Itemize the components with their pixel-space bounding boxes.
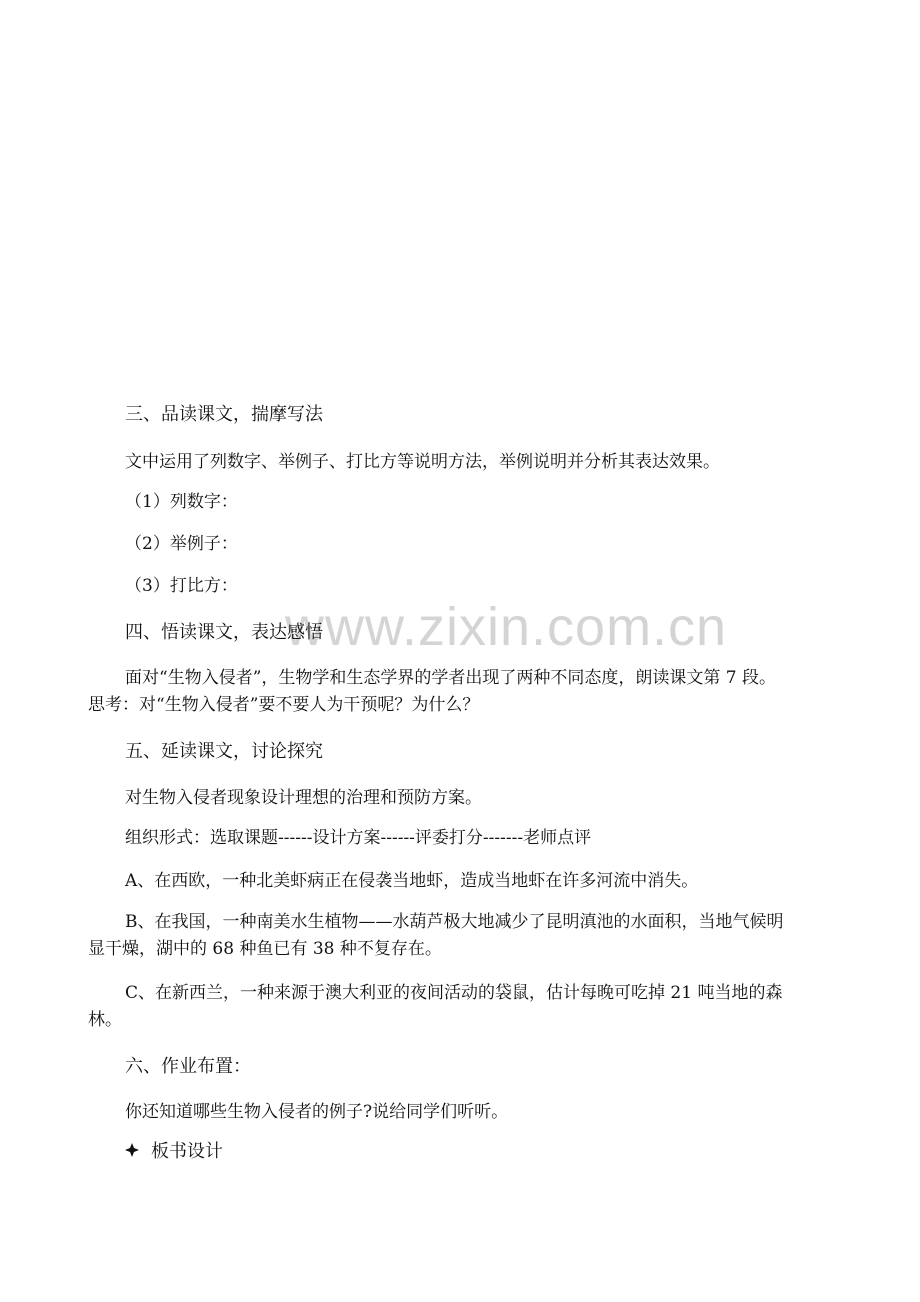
board-design-title: 板书设计: [151, 1141, 223, 1162]
section-3-intro: 文中运用了列数字、举例子、打比方等说明方法，举例说明并分析其表达效果。: [125, 452, 720, 472]
section-3-item-2: （2）举例子：: [125, 534, 238, 554]
section-5-item-a: A、在西欧，一种北美虾病正在侵袭当地虾，造成当地虾在许多河流中消失。: [125, 871, 699, 891]
section-5-item-b-line-1: B、在我国，一种南美水生植物——水葫芦极大地减少了昆明滇池的水面积，当地气候明: [125, 912, 784, 932]
section-4-text-line-2: 思考：对“生物入侵者”要不要人为干预呢？为什么？: [88, 695, 480, 715]
section-3-item-3: （3）打比方：: [125, 576, 238, 596]
section-5-intro: 对生物入侵者现象设计理想的治理和预防方案。: [125, 788, 482, 808]
section-6-title: 六、作业布置：: [125, 1056, 251, 1077]
diamond-bullet-icon: [125, 1141, 139, 1163]
section-5-title: 五、延读课文，讨论探究: [125, 741, 323, 762]
section-3-title: 三、品读课文，揣摩写法: [125, 404, 323, 425]
section-3-item-1: （1）列数字：: [125, 492, 238, 512]
section-6-text: 你还知道哪些生物入侵者的例子?说给同学们听听。: [125, 1102, 509, 1122]
section-4-text-line-1: 面对“生物入侵者”，生物学和生态学界的学者出现了两种不同态度，朗读课文第 7 段。: [125, 668, 777, 688]
section-5-item-c-line-2: 林。: [88, 1010, 122, 1030]
watermark: www.zixin.com.cn: [285, 597, 728, 657]
board-design-heading: [125, 1141, 223, 1163]
section-5-item-b-line-2: 显干燥，湖中的 68 种鱼已有 38 种不复存在。: [88, 939, 442, 959]
section-5-item-c-line-1: C、在新西兰，一种来源于澳大利亚的夜间活动的袋鼠，估计每晚可吃掉 21 吨当地的森: [125, 983, 783, 1003]
section-5-form: 组织形式：选取课题------设计方案------评委打分-------老师点评: [125, 828, 592, 848]
section-4-title: 四、悟读课文，表达感悟: [125, 622, 323, 643]
